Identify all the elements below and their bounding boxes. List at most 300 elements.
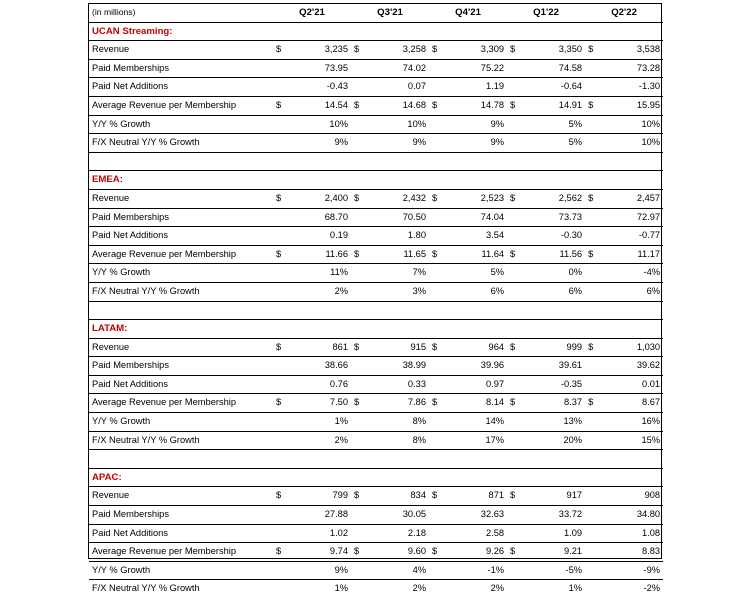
cell-yy-growth-q2-22: -4% xyxy=(597,264,663,283)
cell-fx-neutral-q1-22: 6% xyxy=(519,282,585,301)
currency-spacer xyxy=(507,264,519,283)
cell-revenue-q2-21: 3,235 xyxy=(285,41,351,60)
currency-spacer xyxy=(429,282,441,301)
cell-fx-neutral-q2-21: 1% xyxy=(334,583,349,594)
currency-spacer xyxy=(507,506,519,525)
cell-revenue-q1-22: 3,350 xyxy=(519,41,585,60)
cell-paid-memberships-q2-21: 73.95 xyxy=(285,59,351,78)
cell-paid-net-additions-q4-21: 2.58 xyxy=(441,524,507,543)
currency-symbol: $ xyxy=(351,96,363,115)
table-header-row xyxy=(89,4,663,22)
section-title-blank xyxy=(273,320,663,339)
currency-symbol: $ xyxy=(429,487,441,506)
cell-paid-net-additions-q4-21: 1.19 xyxy=(441,78,507,97)
cell-fx-neutral-q3-21: 9% xyxy=(363,134,429,153)
currency-spacer xyxy=(273,282,285,301)
cell-revenue-q2-21: 2,400 xyxy=(285,189,351,208)
currency-spacer xyxy=(351,208,363,227)
currency-symbol: $ xyxy=(429,245,441,264)
cell-paid-net-additions-q1-22: -0.30 xyxy=(519,227,585,246)
currency-spacer xyxy=(585,431,597,450)
currency-spacer xyxy=(429,561,441,580)
cell-paid-net-additions-q2-22: -0.77 xyxy=(597,227,663,246)
section-spacer-row xyxy=(89,301,663,320)
currency-spacer xyxy=(351,375,363,394)
currency-spacer xyxy=(351,59,363,78)
currency-symbol: $ xyxy=(351,394,363,413)
cell-revenue-q2-22: 908 xyxy=(597,487,663,506)
currency-spacer xyxy=(585,506,597,525)
cell-paid-memberships-q3-21: 30.05 xyxy=(363,506,429,525)
cell-revenue-q4-21: 964 xyxy=(441,338,507,357)
row-label-yy-growth: Y/Y % Growth xyxy=(89,413,273,432)
currency-spacer xyxy=(351,115,363,134)
cell-paid-net-additions-q4-21: 3.54 xyxy=(441,227,507,246)
cell-fx-neutral-q2-21: 2% xyxy=(285,282,351,301)
currency-spacer xyxy=(273,134,285,153)
currency-symbol: $ xyxy=(273,189,285,208)
table-row xyxy=(89,264,663,283)
table-row xyxy=(89,524,663,543)
currency-spacer xyxy=(507,524,519,543)
currency-symbol: $ xyxy=(429,338,441,357)
row-label-yy-growth: Y/Y % Growth xyxy=(89,115,273,134)
section-title-ucan: UCAN Streaming: xyxy=(89,22,273,41)
currency-symbol: $ xyxy=(585,338,597,357)
row-label-revenue: Revenue xyxy=(89,41,273,60)
table-row xyxy=(89,134,663,153)
currency-spacer xyxy=(273,59,285,78)
regional-financials-table xyxy=(89,4,663,598)
cell-yy-growth-q4-21: 14% xyxy=(441,413,507,432)
cell-paid-memberships-q3-21: 38.99 xyxy=(363,357,429,376)
currency-spacer xyxy=(273,264,285,283)
currency-spacer xyxy=(585,357,597,376)
cell-paid-net-additions-q3-21: 0.07 xyxy=(363,78,429,97)
cell-fx-neutral-q2-22: 6% xyxy=(597,282,663,301)
cell-revenue-q3-21: 3,258 xyxy=(363,41,429,60)
currency-symbol: $ xyxy=(507,543,519,562)
section-title-blank xyxy=(273,22,663,41)
currency-spacer xyxy=(585,115,597,134)
cell-paid-net-additions-q3-21: 1.80 xyxy=(363,227,429,246)
currency-spacer xyxy=(429,78,441,97)
currency-spacer xyxy=(507,282,519,301)
cell-paid-net-additions-q2-21: 0.19 xyxy=(285,227,351,246)
cell-paid-net-additions-q2-22: 0.01 xyxy=(597,375,663,394)
column-header-q2-21: Q2'21 xyxy=(273,4,351,22)
row-label-paid-net-additions: Paid Net Additions xyxy=(89,524,273,543)
currency-spacer xyxy=(585,561,597,580)
currency-symbol: $ xyxy=(507,96,519,115)
section-title-emea: EMEA: xyxy=(89,171,273,190)
currency-spacer xyxy=(273,227,285,246)
currency-spacer xyxy=(585,59,597,78)
currency-spacer xyxy=(273,580,285,598)
currency-spacer xyxy=(585,264,597,283)
section-spacer-row xyxy=(89,450,663,469)
cell-arpm-q2-21: 9.74 xyxy=(285,543,351,562)
row-label-paid-memberships: Paid Memberships xyxy=(89,357,273,376)
spacer-cells xyxy=(273,301,663,320)
cell-paid-net-additions-q1-22: -0.35 xyxy=(519,375,585,394)
currency-spacer xyxy=(429,357,441,376)
cell-yy-growth-q2-22: 16% xyxy=(597,413,663,432)
table-row xyxy=(89,338,663,357)
table-row xyxy=(89,208,663,227)
cell-paid-net-additions-q1-22: -0.64 xyxy=(519,78,585,97)
row-label-fx-neutral: F/X Neutral Y/Y % Growth xyxy=(89,282,273,301)
cell-yy-growth-q3-21: 7% xyxy=(363,264,429,283)
currency-spacer xyxy=(585,375,597,394)
currency-spacer xyxy=(351,357,363,376)
cell-fx-neutral-q2-22: 15% xyxy=(597,431,663,450)
currency-symbol: $ xyxy=(429,543,441,562)
currency-spacer xyxy=(585,134,597,153)
currency-symbol: $ xyxy=(273,41,285,60)
section-title-row xyxy=(89,171,663,190)
currency-spacer xyxy=(351,78,363,97)
currency-symbol: $ xyxy=(273,96,285,115)
cell-yy-growth-q2-21: 9% xyxy=(285,561,351,580)
currency-spacer xyxy=(507,413,519,432)
row-label-revenue: Revenue xyxy=(89,487,273,506)
column-header-q4-21: Q4'21 xyxy=(429,4,507,22)
cell-yy-growth-q2-21: 10% xyxy=(285,115,351,134)
currency-spacer xyxy=(585,543,597,562)
currency-spacer xyxy=(429,413,441,432)
currency-symbol: $ xyxy=(429,41,441,60)
row-label-arpm: Average Revenue per Membership xyxy=(89,245,273,264)
currency-spacer xyxy=(351,413,363,432)
currency-symbol: $ xyxy=(351,338,363,357)
cell-arpm-q2-22: 11.17 xyxy=(597,245,663,264)
currency-symbol: $ xyxy=(507,245,519,264)
currency-spacer xyxy=(507,115,519,134)
cell-paid-net-additions-q2-21: -0.43 xyxy=(285,78,351,97)
row-label-paid-memberships: Paid Memberships xyxy=(89,208,273,227)
currency-spacer xyxy=(507,357,519,376)
currency-spacer xyxy=(273,78,285,97)
currency-spacer xyxy=(507,431,519,450)
table-row xyxy=(89,543,663,562)
cell-yy-growth-q3-21: 10% xyxy=(363,115,429,134)
cell-paid-memberships-q4-21: 39.96 xyxy=(441,357,507,376)
cell-fx-neutral-q1-22: 1% xyxy=(568,583,583,594)
cell-fx-neutral-q3-21: 2% xyxy=(412,583,427,594)
currency-symbol: $ xyxy=(585,96,597,115)
row-label-yy-growth: Y/Y % Growth xyxy=(89,561,273,580)
section-title-blank xyxy=(273,468,663,487)
cell-paid-memberships-q2-22: 39.62 xyxy=(597,357,663,376)
currency-spacer xyxy=(507,59,519,78)
cell-revenue-q3-21: 2,432 xyxy=(363,189,429,208)
currency-symbol: $ xyxy=(351,487,363,506)
cell-yy-growth-q3-21: 4% xyxy=(363,561,429,580)
row-label-arpm: Average Revenue per Membership xyxy=(89,543,273,562)
section-title-row xyxy=(89,22,663,41)
table-row xyxy=(89,506,663,525)
cell-revenue-q2-21: 799 xyxy=(285,487,351,506)
cell-revenue-q3-21: 834 xyxy=(363,487,429,506)
cell-fx-neutral-q3-21: 8% xyxy=(363,431,429,450)
currency-symbol: $ xyxy=(429,189,441,208)
currency-spacer xyxy=(351,561,363,580)
cell-yy-growth-q1-22: 0% xyxy=(519,264,585,283)
section-spacer-row xyxy=(89,152,663,171)
currency-spacer xyxy=(429,134,441,153)
currency-spacer xyxy=(585,580,597,598)
cell-arpm-q4-21: 8.14 xyxy=(441,394,507,413)
currency-spacer xyxy=(273,208,285,227)
cell-revenue-q1-22: 917 xyxy=(519,487,585,506)
cell-fx-neutral-q4-21: 17% xyxy=(441,431,507,450)
section-title-row xyxy=(89,468,663,487)
cell-paid-memberships-q2-22: 73.28 xyxy=(597,59,663,78)
currency-spacer xyxy=(507,227,519,246)
cell-arpm-q1-22: 14.91 xyxy=(519,96,585,115)
currency-spacer xyxy=(273,524,285,543)
row-label-fx-neutral: F/X Neutral Y/Y % Growth xyxy=(89,431,273,450)
cell-paid-net-additions-q2-21: 1.02 xyxy=(285,524,351,543)
currency-symbol: $ xyxy=(351,543,363,562)
currency-symbol: $ xyxy=(273,245,285,264)
row-label-paid-memberships: Paid Memberships xyxy=(89,506,273,525)
cell-arpm-q2-21: 11.66 xyxy=(285,245,351,264)
currency-symbol: $ xyxy=(507,338,519,357)
currency-spacer xyxy=(585,78,597,97)
currency-spacer xyxy=(585,413,597,432)
section-title-blank xyxy=(273,171,663,190)
currency-spacer xyxy=(585,208,597,227)
currency-symbol: $ xyxy=(507,487,519,506)
cell-revenue-q1-22: 2,562 xyxy=(519,189,585,208)
currency-spacer xyxy=(351,264,363,283)
column-header-q3-21: Q3'21 xyxy=(351,4,429,22)
currency-spacer xyxy=(429,375,441,394)
cell-fx-neutral-q4-21: 6% xyxy=(441,282,507,301)
spacer-cells xyxy=(273,152,663,171)
currency-spacer xyxy=(273,431,285,450)
cell-yy-growth-q1-22: 13% xyxy=(519,413,585,432)
cell-fx-neutral-q4-21: 2% xyxy=(490,583,505,594)
currency-spacer xyxy=(429,227,441,246)
currency-symbol: $ xyxy=(351,41,363,60)
row-label-fx-neutral: F/X Neutral Y/Y % Growth xyxy=(89,134,273,153)
table-row xyxy=(89,227,663,246)
currency-symbol: $ xyxy=(507,41,519,60)
cell-paid-memberships-q4-21: 74.04 xyxy=(441,208,507,227)
section-title-row xyxy=(89,320,663,339)
currency-symbol: $ xyxy=(585,189,597,208)
column-header-q2-22: Q2'22 xyxy=(585,4,663,22)
currency-spacer xyxy=(273,115,285,134)
cell-paid-net-additions-q2-21: 0.76 xyxy=(285,375,351,394)
table-row xyxy=(89,580,663,598)
cell-arpm-q2-22: 8.67 xyxy=(597,394,663,413)
row-label-arpm: Average Revenue per Membership xyxy=(89,96,273,115)
currency-spacer xyxy=(429,264,441,283)
cell-revenue-q2-22: 2,457 xyxy=(597,189,663,208)
cell-paid-memberships-q1-22: 39.61 xyxy=(519,357,585,376)
cell-arpm-q3-21: 11.65 xyxy=(363,245,429,264)
cell-revenue-q2-22: 3,538 xyxy=(597,41,663,60)
cell-arpm-q2-22: 15.95 xyxy=(597,96,663,115)
cell-paid-net-additions-q1-22: 1.09 xyxy=(519,524,585,543)
currency-symbol: $ xyxy=(273,394,285,413)
cell-yy-growth-q2-22: 10% xyxy=(597,115,663,134)
table-row xyxy=(89,245,663,264)
table-row xyxy=(89,357,663,376)
table-row xyxy=(89,413,663,432)
currency-spacer xyxy=(273,357,285,376)
cell-revenue-q4-21: 871 xyxy=(441,487,507,506)
table-row xyxy=(89,487,663,506)
row-label-paid-net-additions: Paid Net Additions xyxy=(89,227,273,246)
currency-symbol: $ xyxy=(351,189,363,208)
cell-yy-growth-q1-22: 5% xyxy=(519,115,585,134)
currency-symbol: $ xyxy=(585,41,597,60)
cell-arpm-q4-21: 14.78 xyxy=(441,96,507,115)
currency-spacer xyxy=(429,431,441,450)
currency-spacer xyxy=(429,59,441,78)
currency-spacer xyxy=(351,227,363,246)
cell-arpm-q4-21: 11.64 xyxy=(441,245,507,264)
currency-spacer xyxy=(351,524,363,543)
cell-paid-memberships-q2-22: 72.97 xyxy=(597,208,663,227)
cell-paid-memberships-q2-22: 34.80 xyxy=(597,506,663,525)
row-label-revenue: Revenue xyxy=(89,338,273,357)
row-label-fx-neutral: F/X Neutral Y/Y % Growth xyxy=(92,583,200,594)
currency-spacer xyxy=(507,580,519,598)
cell-paid-memberships-q1-22: 73.73 xyxy=(519,208,585,227)
cell-yy-growth-q2-21: 11% xyxy=(285,264,351,283)
currency-spacer xyxy=(273,561,285,580)
currency-spacer xyxy=(429,580,441,598)
cell-fx-neutral-q2-21: 2% xyxy=(285,431,351,450)
spacer-label xyxy=(89,152,273,171)
cell-revenue-q2-22: 1,030 xyxy=(597,338,663,357)
cell-fx-neutral-q3-21: 3% xyxy=(363,282,429,301)
currency-spacer xyxy=(507,561,519,580)
financial-table-sheet xyxy=(88,3,662,594)
spacer-cells xyxy=(273,450,663,469)
row-label-arpm: Average Revenue per Membership xyxy=(89,394,273,413)
column-header-q1-22: Q1'22 xyxy=(507,4,585,22)
cell-paid-memberships-q4-21: 32.63 xyxy=(441,506,507,525)
cell-fx-neutral-q2-22: -2% xyxy=(643,583,661,594)
cell-arpm-q3-21: 14.68 xyxy=(363,96,429,115)
cell-paid-memberships-q2-21: 38.66 xyxy=(285,357,351,376)
cell-fx-neutral-q1-22: 5% xyxy=(519,134,585,153)
currency-spacer xyxy=(351,580,363,598)
cell-paid-net-additions-q2-22: 1.08 xyxy=(597,524,663,543)
cell-arpm-q3-21: 9.60 xyxy=(363,543,429,562)
cell-arpm-q2-21: 7.50 xyxy=(285,394,351,413)
row-label-yy-growth: Y/Y % Growth xyxy=(89,264,273,283)
row-label-paid-net-additions: Paid Net Additions xyxy=(89,78,273,97)
table-row xyxy=(89,282,663,301)
section-title-latam: LATAM: xyxy=(89,320,273,339)
cell-paid-memberships-q2-21: 68.70 xyxy=(285,208,351,227)
cell-yy-growth-q4-21: 9% xyxy=(441,115,507,134)
currency-symbol: $ xyxy=(585,245,597,264)
currency-spacer xyxy=(273,506,285,525)
currency-spacer xyxy=(507,134,519,153)
cell-revenue-q1-22: 999 xyxy=(519,338,585,357)
row-label-revenue: Revenue xyxy=(89,189,273,208)
table-row xyxy=(89,375,663,394)
cell-paid-net-additions-q3-21: 0.33 xyxy=(363,375,429,394)
cell-arpm-q1-22: 11.56 xyxy=(519,245,585,264)
currency-spacer xyxy=(585,282,597,301)
cell-arpm-q2-21: 14.54 xyxy=(285,96,351,115)
cell-arpm-q3-21: 7.86 xyxy=(363,394,429,413)
table-row xyxy=(89,59,663,78)
currency-symbol: $ xyxy=(507,394,519,413)
currency-spacer xyxy=(429,506,441,525)
cell-fx-neutral-q4-21: 9% xyxy=(441,134,507,153)
table-row xyxy=(89,561,663,580)
currency-spacer xyxy=(507,375,519,394)
table-row xyxy=(89,115,663,134)
table-row xyxy=(89,431,663,450)
currency-spacer xyxy=(585,487,597,506)
currency-spacer xyxy=(351,134,363,153)
currency-symbol: $ xyxy=(585,394,597,413)
cell-arpm-q1-22: 9.21 xyxy=(519,543,585,562)
cell-yy-growth-q4-21: 5% xyxy=(441,264,507,283)
cell-arpm-q2-22: 8.83 xyxy=(597,543,663,562)
currency-symbol: $ xyxy=(429,394,441,413)
row-label-paid-memberships: Paid Memberships xyxy=(89,59,273,78)
cell-yy-growth-q1-22: -5% xyxy=(519,561,585,580)
cell-yy-growth-q2-21: 1% xyxy=(285,413,351,432)
cell-paid-net-additions-q2-22: -1.30 xyxy=(597,78,663,97)
cell-revenue-q4-21: 2,523 xyxy=(441,189,507,208)
currency-spacer xyxy=(429,115,441,134)
cell-revenue-q2-21: 861 xyxy=(285,338,351,357)
cell-revenue-q3-21: 915 xyxy=(363,338,429,357)
cell-paid-memberships-q2-21: 27.88 xyxy=(285,506,351,525)
cell-paid-net-additions-q3-21: 2.18 xyxy=(363,524,429,543)
cell-yy-growth-q2-22: -9% xyxy=(597,561,663,580)
cell-fx-neutral-q2-21: 9% xyxy=(285,134,351,153)
currency-spacer xyxy=(351,431,363,450)
currency-spacer xyxy=(507,208,519,227)
table-row xyxy=(89,189,663,208)
currency-spacer xyxy=(585,227,597,246)
cell-fx-neutral-q1-22: 20% xyxy=(519,431,585,450)
currency-spacer xyxy=(429,524,441,543)
spacer-label xyxy=(89,450,273,469)
cell-paid-net-additions-q4-21: 0.97 xyxy=(441,375,507,394)
cell-yy-growth-q3-21: 8% xyxy=(363,413,429,432)
table-row xyxy=(89,394,663,413)
cell-yy-growth-q4-21: -1% xyxy=(441,561,507,580)
currency-symbol: $ xyxy=(273,487,285,506)
table-row xyxy=(89,96,663,115)
table-row xyxy=(89,78,663,97)
currency-symbol: $ xyxy=(429,96,441,115)
currency-spacer xyxy=(351,282,363,301)
currency-spacer xyxy=(351,506,363,525)
currency-spacer xyxy=(585,524,597,543)
cell-arpm-q1-22: 8.37 xyxy=(519,394,585,413)
currency-spacer xyxy=(273,413,285,432)
cell-paid-memberships-q3-21: 70.50 xyxy=(363,208,429,227)
table-row xyxy=(89,41,663,60)
